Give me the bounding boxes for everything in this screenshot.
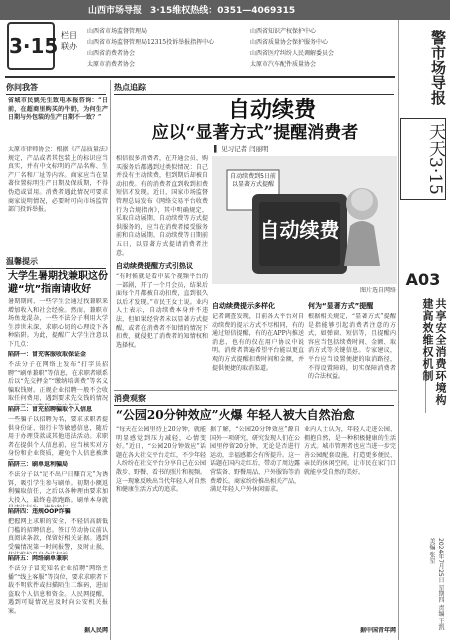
unit-item: 山西省消费者协会: [87, 50, 136, 57]
unit-item: 太原市消费者协会: [87, 61, 136, 68]
section-qa: 你问我答: [6, 82, 106, 95]
units-right: [250, 26, 390, 70]
unit-item: 山西省医疗纠纷人民调解委员会: [250, 50, 335, 57]
header-section: 山西市场导报: [88, 6, 143, 16]
consume-para-3: 业内人士认为，年轻人走进公园、拥抱自然，是一种积极健康的生活方式。城市管理者也应当进一步完善公园配套设施，打造更多便民、亲民的休闲空间，让市民在家门口就能享受自然的美好。: [304, 426, 396, 476]
tips-headline: 大学生暑期找兼职这份避“坑”指南请收好: [8, 271, 108, 295]
consume-title: “公园20分钟效应”火爆 年轻人被大自然治愈: [116, 408, 355, 422]
tips-sub-4: 陷阱四：违规OOP诈骗: [8, 508, 71, 515]
header-rule: [5, 76, 395, 78]
header-band: [0, 0, 450, 20]
unit-item: 山西省市场监督管理局12315投诉举报指挥中心: [87, 39, 215, 46]
hot-sub-3: 何为“显著方式”提醒: [308, 302, 374, 310]
tips-sub-2: 陷阱二：冒充招聘骗取个人信息: [8, 406, 93, 413]
qa-question: 省城市民姚先生致电本报咨询：“日前，在超商里购买的牛奶，为何生产日期与外包装的生产日期不一致？”: [8, 97, 108, 122]
section-tips: 温馨提示: [6, 256, 106, 269]
column-label-1: 栏目: [61, 31, 77, 40]
mid-rule: [114, 390, 397, 391]
hot-para-3: 记者调查发现，目前各大平台对自动续费的提示方式不尽相同，有的通过短信提醒，有的在APP内推送消息，也有的仅在用户协议中说明。消费者普遍希望平台能以更直观的方式提醒扣费时间和金额，并提供便捷的取消渠道。: [212, 313, 304, 372]
consume-para-1: “每天在公园里待上20分钟，就能明显感觉到压力减轻，心情变好。”近日，“公园20分钟效应”话题在各大社交平台走红，不少年轻人纷纷在社交平台分享自己在公园散步、野餐、看书的照片和视频。这一现象反映出当代年轻人对自然和健康生活方式的追求。: [116, 426, 206, 494]
header-hotline: 3·15维权热线：0351—4069315: [150, 6, 296, 16]
unit-item: 山西省知识产权保护中心: [250, 28, 317, 35]
masthead-tiantian: 天天3·15: [400, 118, 446, 200]
hot-byline: ▌ 见习记者 闫丽明: [214, 145, 269, 153]
page-number: A03: [405, 270, 441, 289]
illustration-badge: 自动续费: [259, 218, 340, 242]
tips-text-3: 不法分子以“足不出户日赚百元”为诱饵，吸引学生参与刷单。初期小额返利骗取信任，之后以各种理由要求加大投入，最终卷款跑路。刷单本身就: [8, 471, 108, 504]
tips-text-5: 不法分子冒充知名企业招聘“网络主播”“线上客服”等岗位，要求求职者下载不明软件或扫描陌生二维码，进而盗取个人信息和资金。人民网提醒，遇到可疑情况应及时向公安机关报案。: [8, 565, 108, 615]
tips-sub-5: 陷阱五：网络刷单兼职: [8, 555, 69, 562]
unit-item: 山西省质量协会保护服务中心: [250, 39, 329, 46]
issue-meta: 2024年7月25日 星期四 责编 王凯 美编 张星: [428, 538, 444, 631]
tips-source: 据人民网: [83, 627, 108, 634]
consume-source: 据中国青年网: [359, 627, 396, 634]
masthead-divider: [398, 20, 399, 640]
column-label-2: 联办: [61, 42, 77, 51]
qa-answer: 太原市律师协会：根据《产品质量法》规定，产品或者其包装上的标识应当真实，并有中文标明的产品名称、生产厂名和厂址等内容。商家应当在显著位置标明生产日期及保质期，不得伪造或冒用。消费者遇此情况可要求商家说明情况，必要时可向市场监管部门投诉举报。: [8, 146, 108, 214]
unit-item: 山西省市场监督管理局: [87, 28, 148, 35]
hot-para-2: “有时候就是看中某个视频平台的一部剧，开了一个月会员，结果后面每个月都被自动扣费，直到很久以后才发现。”市民王女士说。业内人士表示，自动续费本身并不违法，但如果经营者未以显著方式提醒，或者在消费者不知情的情况下扣费，就侵犯了消费者的知情权和选择权。: [116, 273, 208, 349]
hot-title-line1: 自动续费: [227, 97, 316, 123]
section-consume: 消费观察: [114, 393, 394, 406]
tips-intro: 暑期期间，一些学生会通过找兼职来增加收入和社会经验。然而，兼职市场鱼龙混杂，一些不法分子利用大学生涉世未深、求职心切的心理设下各种陷阱。为此，提醒广大学生注意以下几点：: [8, 298, 108, 348]
units-left: [87, 26, 237, 70]
consume-para-2: 据了解，“公园20分钟效应”源自国外一项研究，研究发现人们在公园里停留20分钟，无论是否进行运动，幸福感都会有所提升。这一话题在国内走红后，带动了周边露营装备、野餐用品、户外服饰等消费增长。商家纷纷推出相关产品，满足年轻人户外休闲需求。: [210, 426, 300, 494]
illustration-note: 自动续费到5日前以显著方式提醒: [230, 173, 276, 188]
illustration-caption: 图片选自网络: [359, 287, 396, 294]
hot-sub-1: 自动续费提醒方式引热议: [116, 262, 193, 270]
tips-sub-1: 陷阱一：冒充客服收取保证金: [8, 351, 87, 358]
tips-sub-3: 陷阱三：刷单返利骗局: [8, 461, 69, 468]
tips-text-4: 把握网上求职的安全，不轻信高薪低门槛的招聘信息。签订劳动协议前认真阅读条款，保留好相关证据。遇到受骗情况第一时间报警，及时止损，: [8, 518, 108, 551]
hot-para-1: 相信很多消费者，在开通会员、购买服务后都遇到过类似情况：自己并没有主动续费，但到期后却被自动扣费。有的消费者直到收到扣费短信才发现。近日，国家市场监督管理总局发布《网络交易平台收费行为合规指南》，其中明确规定，采取自动展期、自动续费等方式提供服务的，应当在消费者接受服务前和自动展期、自动续费等日期前五日，以显著方式提请消费者注意。: [116, 155, 208, 257]
unit-item: 太原市汽车配件质量协会: [250, 61, 317, 68]
left-divider: [110, 80, 111, 640]
column-logo: 3·15: [7, 22, 55, 70]
hot-title-line2: 应以“显著方式”提醒消费者: [151, 123, 359, 143]
hot-sub-2: 自动续费提示多样化: [212, 302, 275, 310]
section-hot: 热点追踪: [114, 82, 394, 95]
tips-text-2: 一些骗子以招聘为名，要求求职者提供身份证、银行卡等敏感信息，随后用于办理贷款或其他违法活动。求职者在提供个人信息前，应当核实对方身份和企业资质，避免个人信息被泄: [8, 416, 108, 458]
slogan: 共享安全消费环境构建高效维权机制: [425, 298, 447, 413]
hot-para-4: 根据相关规定，“显著方式”提醒是指能够引起消费者注意的方式，如弹窗、短信等，且提醒内容应当包括续费时间、金额、取消方式等关键信息。专家建议，平台应当设置便捷的取消路径，不得设置障碍，切实保障消费者的合法权益。: [308, 313, 396, 381]
tips-text-1: 不法分子在网络上发布“打字员招聘”“刷单兼职”等信息，在求职者联系后以“先交押金”“缴纳培训费”等名义骗取钱财。正规企业招聘一般不会收取任何费用，遇到要求先交钱的情况: [8, 361, 108, 403]
hot-illustration: [212, 156, 397, 284]
column-label: [58, 30, 80, 52]
masthead-title: 警市场导报: [429, 29, 447, 105]
